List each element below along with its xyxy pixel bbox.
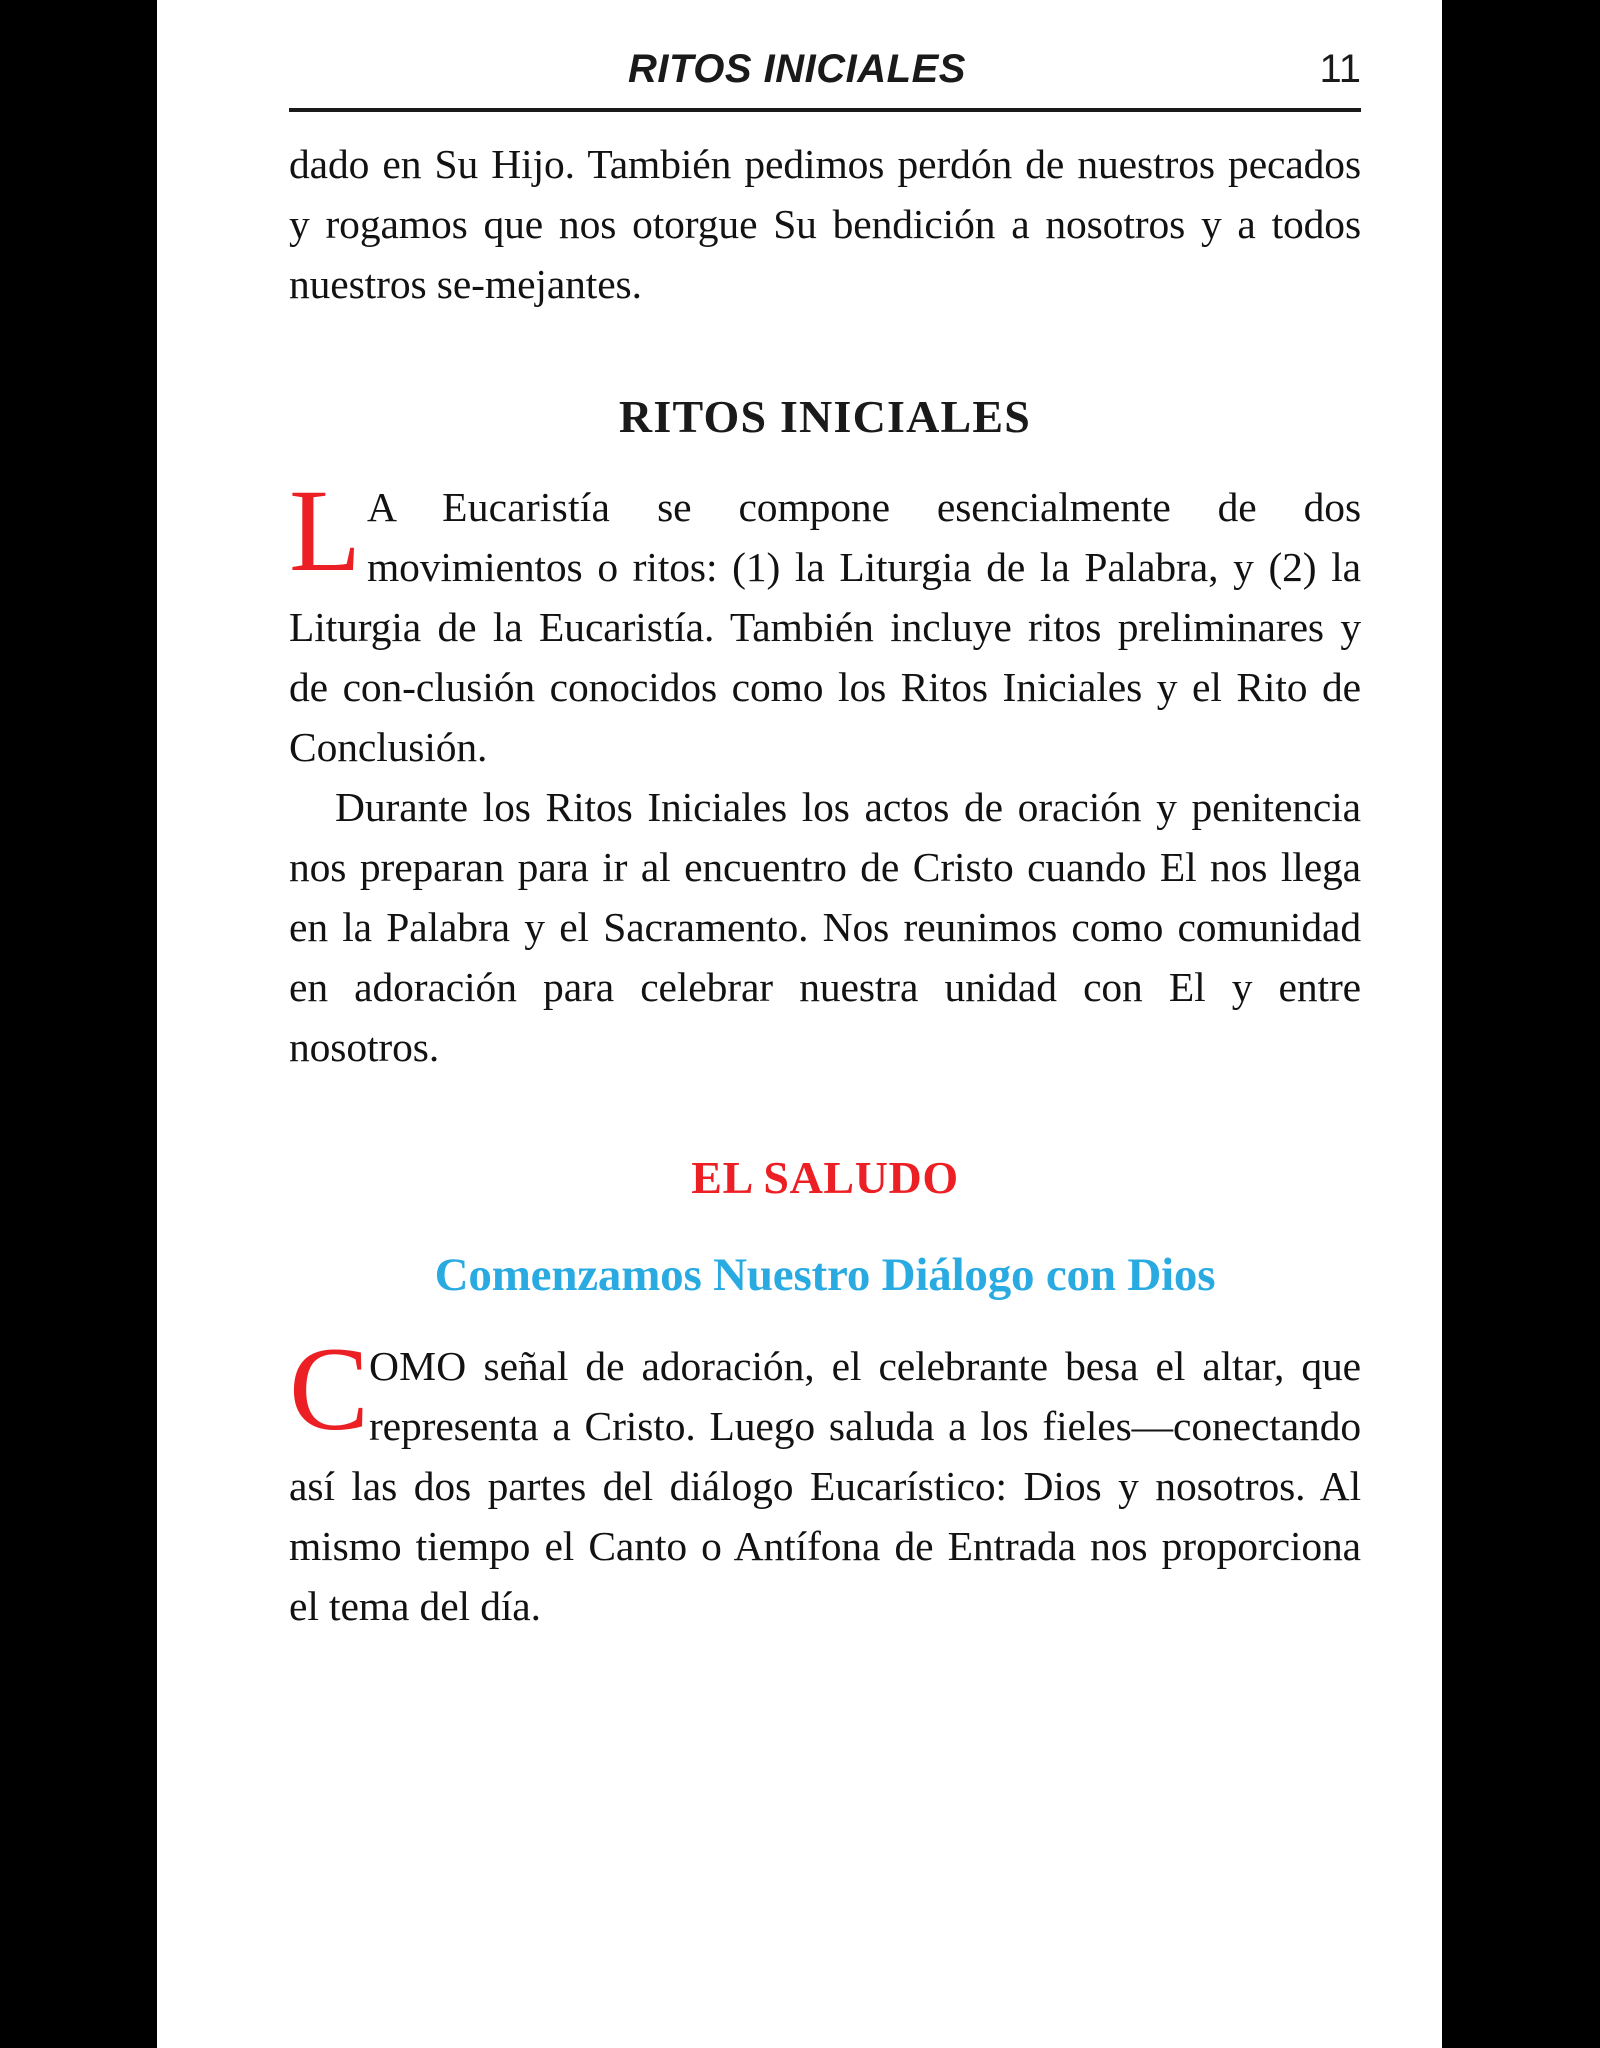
paragraph-como-senal [289,1322,1361,1636]
carryover-paragraph: dado en Su Hijo. También pedimos perdón de nuestros pecados y rogamos que nos otorgue Su bendición a nosotros y a todos nuestros se-mejantes. [289,141,1361,307]
running-header-title: RITOS INICIALES [628,47,966,91]
dropcap-l: L [289,465,361,596]
page-text-column [289,0,1361,1636]
paragraph-eucaristia-lead: A Eucaristía [366,484,611,530]
running-header [289,22,1361,112]
page-number: 11 [1319,47,1361,91]
paragraph-durante-ritos: Durante los Ritos Iniciales los actos de oración y penitencia nos preparan para ir al encuentro de Cristo cuando El nos llega en la Palabra y el Sacramento. Nos reunimos como comunidad en adoración para celebrar nuestra unidad con El y entre nosotros. [289,784,1361,1070]
dropcap-c: C [289,1322,369,1455]
subsection-heading-el-saludo: EL SALUDO [691,1152,959,1203]
paragraph-como-lead: OMO [368,1343,467,1389]
paragraph-eucaristia [289,465,1361,777]
section-heading-ritos-iniciales: RITOS INICIALES [618,391,1032,442]
paragraph-eucaristia-body: se compone esencialmente de dos movimientos o ritos: (1) la Liturgia de la Palabra, y (2) la Liturgia de la Eucaristía. También incluye ritos preliminares y de con-clusión conocidos como los Ritos Iniciales y el Rito de Conclusión. [289,484,1361,770]
subsection-subtitle-dialogo: Comenzamos Nuestro Diálogo con Dios [434,1249,1216,1301]
paragraph-como-body: señal de adoración, el celebrante besa el altar, que representa a Cristo. Luego saluda a los fieles—conectando así las dos partes del diálogo Eucarístico: Dios y nosotros. Al mismo tiempo el Canto o Antífona de Entrada nos proporciona el tema del día. [289,1343,1361,1629]
book-page [157,0,1442,2048]
